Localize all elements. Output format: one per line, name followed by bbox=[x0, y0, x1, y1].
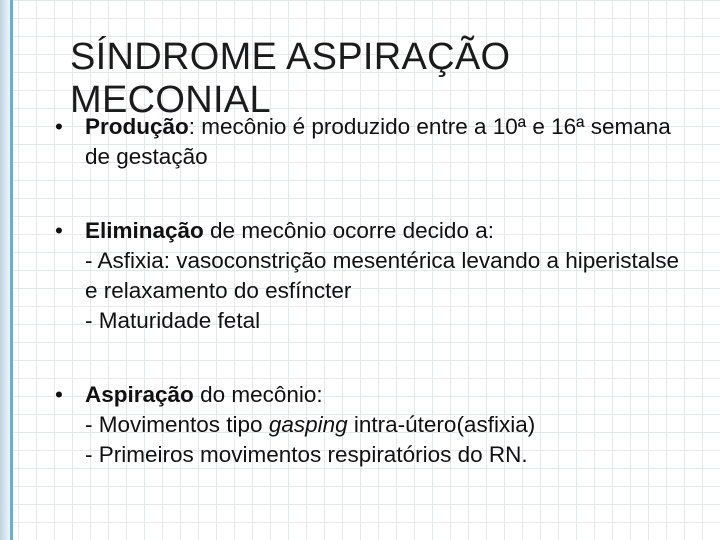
sub-item-italic: gasping bbox=[268, 412, 348, 437]
bullet-heading: Produção bbox=[85, 114, 189, 139]
bullet-text: do mecônio: bbox=[193, 382, 323, 407]
sub-item-asfixia: - Asfixia: vasoconstrição mesentérica levando a hiperistalse e relaxamento do esfíncter bbox=[85, 248, 680, 303]
sub-item-suffix: intra-útero(asfixia) bbox=[347, 412, 536, 437]
bullet-text: : mecônio é produzido entre a 10ª e 16ª semana de gestação bbox=[85, 114, 671, 169]
sub-item-primeiros: - Primeiros movimentos respiratórios do RN. bbox=[85, 442, 528, 467]
bullet-eliminacao bbox=[55, 216, 695, 336]
bullet-heading: Eliminação bbox=[85, 218, 204, 243]
bullet-aspiracao bbox=[55, 380, 695, 470]
bullet-text: de mecônio ocorre decido a: bbox=[203, 218, 494, 243]
slide-title: SÍNDROME ASPIRAÇÃO MECONIAL bbox=[70, 36, 511, 121]
bullet-marker: • bbox=[55, 218, 63, 243]
left-accent-bar bbox=[0, 0, 14, 540]
sub-item-prefix: - Movimentos tipo bbox=[85, 412, 269, 437]
sub-item-maturidade: - Maturidade fetal bbox=[85, 308, 261, 333]
bullet-marker: • bbox=[55, 114, 63, 139]
bullet-marker: • bbox=[55, 382, 63, 407]
bullet-producao bbox=[55, 112, 695, 172]
sub-item-movimentos bbox=[85, 410, 695, 440]
bullet-heading: Aspiração bbox=[85, 382, 194, 407]
bullet-list bbox=[55, 112, 695, 470]
